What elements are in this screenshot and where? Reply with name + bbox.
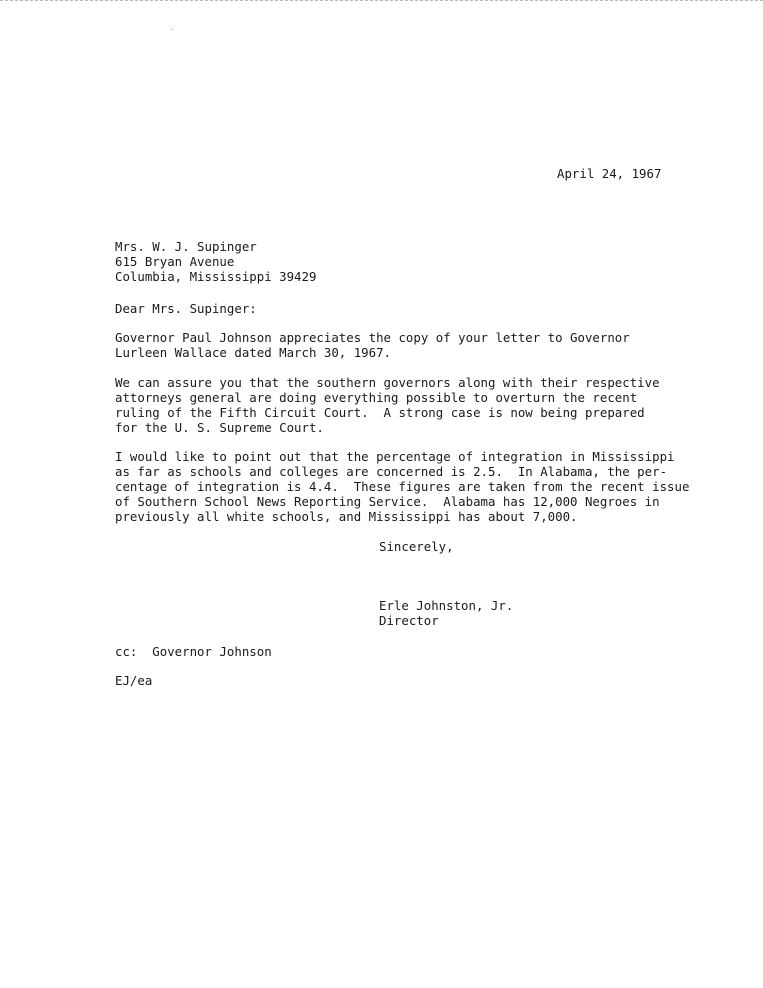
paragraph-line: as far as schools and colleges are concerned is 2.5. In Alabama, the per- [115,464,668,479]
paragraph-line: Lurleen Wallace dated March 30, 1967. [115,345,392,360]
signer-title: Director [379,613,439,628]
recipient-name: Mrs. W. J. Supinger [115,239,257,254]
cc-line: cc: Governor Johnson [115,644,272,659]
typist-initials: EJ/ea [115,673,153,688]
paragraph-line: previously all white schools, and Mississippi has about 7,000. [115,509,578,524]
paragraph-line: attorneys general are doing everything possible to overturn the recent [115,390,638,405]
recipient-city-state-zip: Columbia, Mississippi 39429 [115,269,317,284]
letter-date: April 24, 1967 [557,166,662,181]
paragraph-line: We can assure you that the southern governors along with their respective [115,375,660,390]
paragraph-line: of Southern School News Reporting Service. Alabama has 12,000 Negroes in [115,494,660,509]
scan-speck [172,29,173,30]
paragraph-3 [115,449,689,524]
signature-block [379,598,513,628]
recipient-address [115,239,316,284]
closing: Sincerely, [379,539,454,554]
salutation: Dear Mrs. Supinger: [115,301,257,316]
recipient-street: 615 Bryan Avenue [115,254,235,269]
paragraph-line: I would like to point out that the percentage of integration in Mississippi [115,449,675,464]
paragraph-line: Governor Paul Johnson appreciates the copy of your letter to Governor [115,330,630,345]
paragraph-line: for the U. S. Supreme Court. [115,420,324,435]
signer-name: Erle Johnston, Jr. [379,598,514,613]
paragraph-1 [115,330,630,360]
paragraph-line: centage of integration is 4.4. These figures are taken from the recent issue [115,479,690,494]
paragraph-line: ruling of the Fifth Circuit Court. A strong case is now being prepared [115,405,645,420]
paragraph-2 [115,375,660,435]
